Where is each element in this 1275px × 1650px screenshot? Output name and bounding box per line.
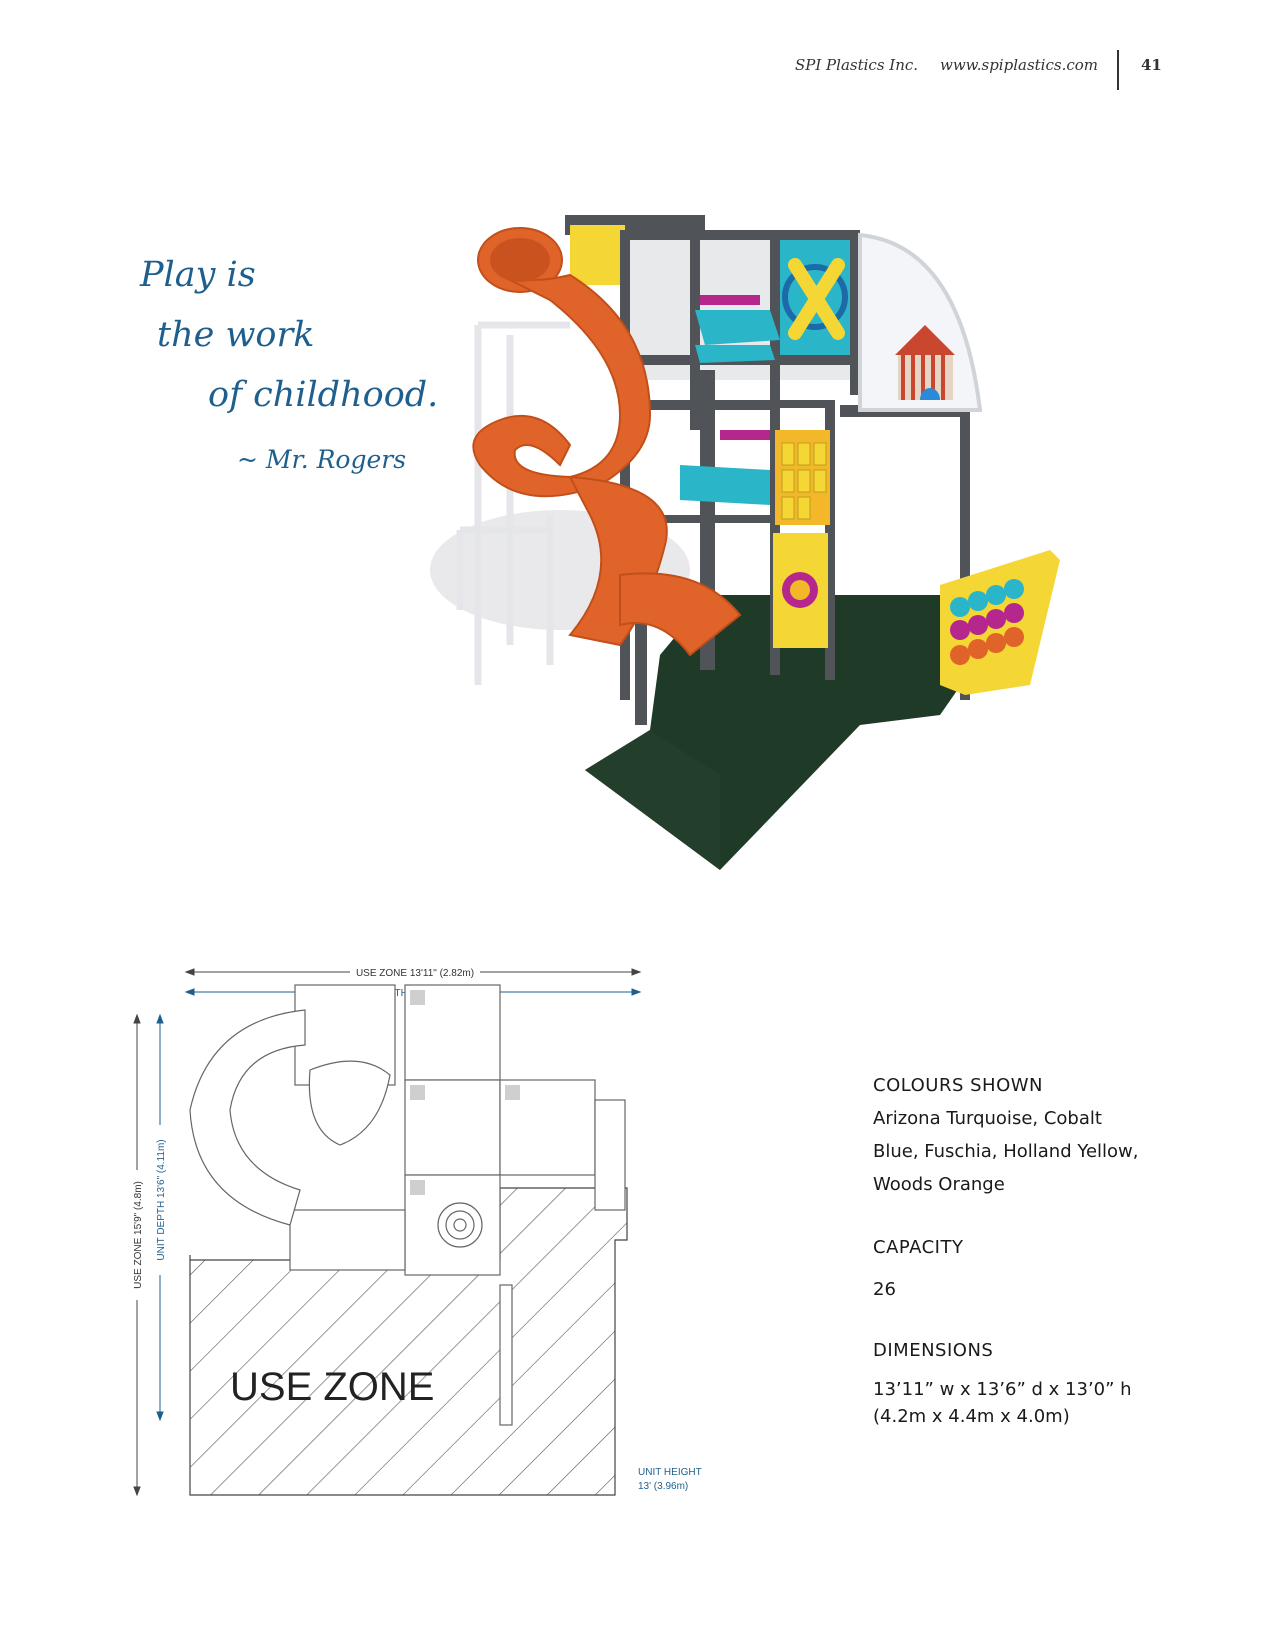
unit-height-label: UNIT HEIGHT [638, 1467, 702, 1478]
capacity-heading: CAPACITY [873, 1237, 964, 1258]
dimensions-imperial: 13’11” w x 13’6” d x 13’0” h [873, 1379, 1132, 1400]
colours-value: Arizona Turquoise, Cobalt Blue, Fuschia, Holland Yellow, Woods Orange [873, 1108, 1139, 1195]
capacity-value: 26 [873, 1279, 896, 1300]
quote-line-2: the work [157, 315, 315, 355]
quote-line-3: of childhood. [208, 375, 439, 415]
colours-heading: COLOURS SHOWN [873, 1075, 1044, 1096]
support-frame [460, 325, 570, 685]
playground-render-image [420, 215, 1110, 915]
page-number: 41 [1141, 56, 1162, 74]
page-header [0, 52, 1275, 92]
dimensions-value [873, 1373, 1173, 1428]
header-divider [1117, 50, 1119, 90]
dimensions-heading: DIMENSIONS [873, 1340, 994, 1361]
company-url[interactable]: www.spiplastics.com [940, 56, 1098, 74]
use-zone-width-label: USE ZONE 13'11" (2.82m) [355, 968, 475, 979]
unit-height-value: 13' (3.96m) [638, 1481, 689, 1492]
unit-depth-label: UNIT DEPTH 13'6" (4.11m) [156, 1139, 167, 1261]
company-name: SPI Plastics Inc. [795, 56, 919, 74]
use-zone-title: USE ZONE [230, 1365, 435, 1409]
quote-line-1: Play is [140, 255, 256, 295]
dimensions-metric: (4.2m x 4.4m x 4.0m) [873, 1406, 1070, 1427]
floor-plan-diagram [120, 960, 760, 1580]
quote-attribution: ~ Mr. Rogers [237, 445, 407, 474]
use-zone-depth-label: USE ZONE 15'9" (4.8m) [133, 1181, 144, 1289]
